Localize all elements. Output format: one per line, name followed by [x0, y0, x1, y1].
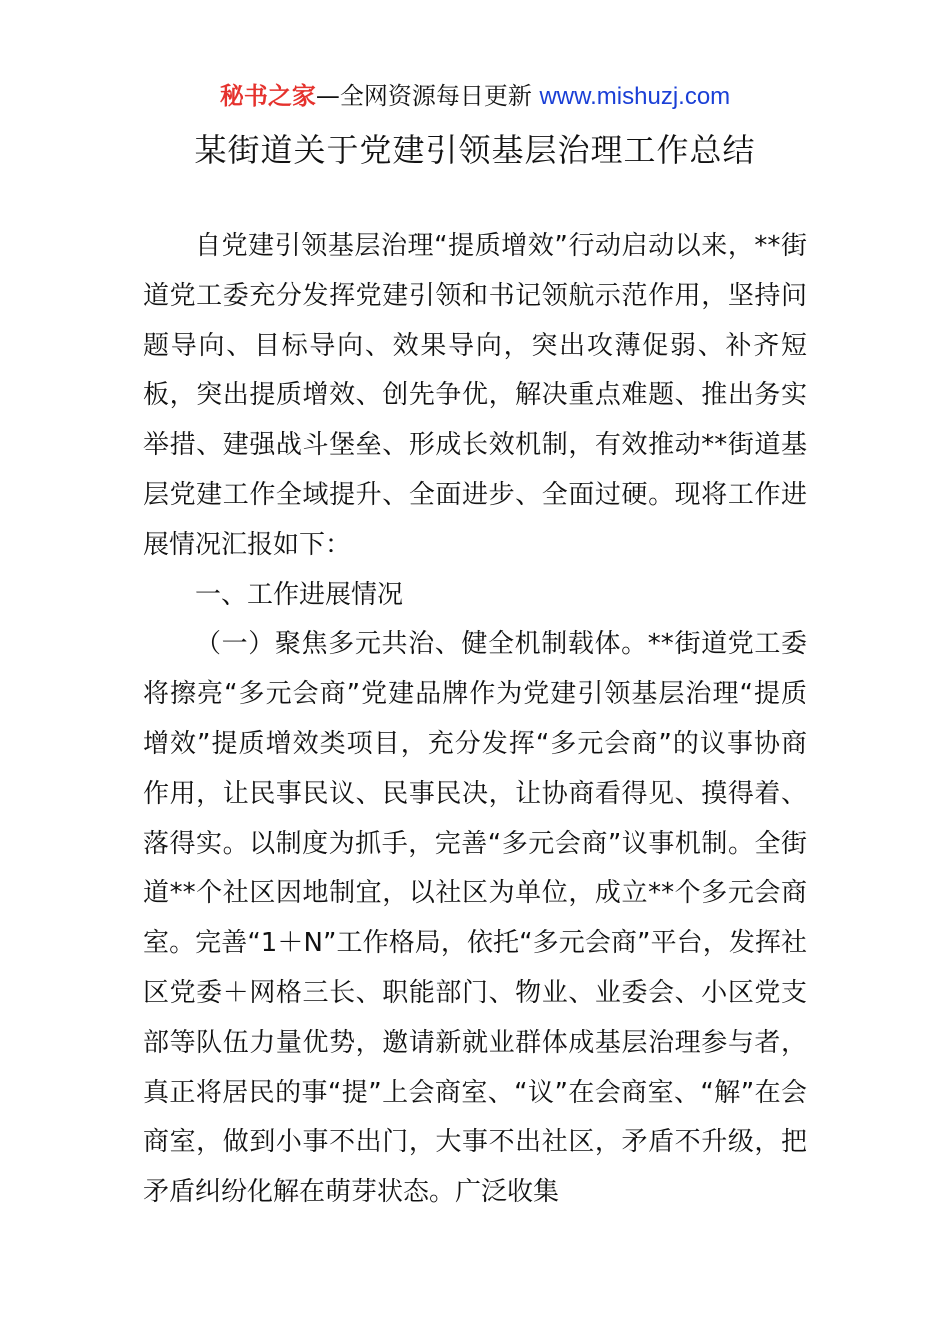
section-heading: 一、工作进展情况	[195, 579, 404, 610]
site-brand: 秘书之家	[219, 82, 316, 110]
site-url-link[interactable]: www.mishuzj.com	[539, 83, 731, 110]
document-title: 某街道关于党建引领基层治理工作总结	[194, 131, 756, 169]
site-tagline: —全网资源每日更新	[315, 82, 532, 110]
intro-paragraph: 自党建引领基层治理“提质增效”行动启动以来，**街道党工委充分发挥党建引领和书记领航示范作用，坚持问题导向、目标导向、效果导向，突出攻薄促弱、补齐短板，突出提质增效、创先争优，解决重点难题、推出务实举措、建强战斗堡垒、形成长效机制，有效推动**街道基层党建工作全域提升、全面进步、全面过硬。现将工作进展情况汇报如下：	[143, 231, 807, 560]
site-header	[0, 80, 950, 113]
subsection-paragraph: （一）聚焦多元共治、健全机制载体。**街道党工委将擦亮“多元会商”党建品牌作为党建引领基层治理“提质增效”提质增效类项目，充分发挥“多元会商”的议事协商作用，让民事民议、民事民决，让协商看得见、摸得着、落得实。以制度为抓手，完善“多元会商”议事机制。全街道**个社区因地制宜，以社区为单位，成立**个多元会商室。完善“1＋N”工作格局，依托“多元会商”平台，发挥社区党委＋网格三长、职能部门、物业、业委会、小区党支部等队伍力量优势，邀请新就业群体成基层治理参与者，真正将居民的事“提”上会商室、“议”在会商室、“解”在会商室，做到小事不出门，大事不出社区，矛盾不升级，把矛盾纠纷化解在萌芽状态。广泛收集	[143, 629, 807, 1208]
document-body	[143, 222, 807, 1218]
